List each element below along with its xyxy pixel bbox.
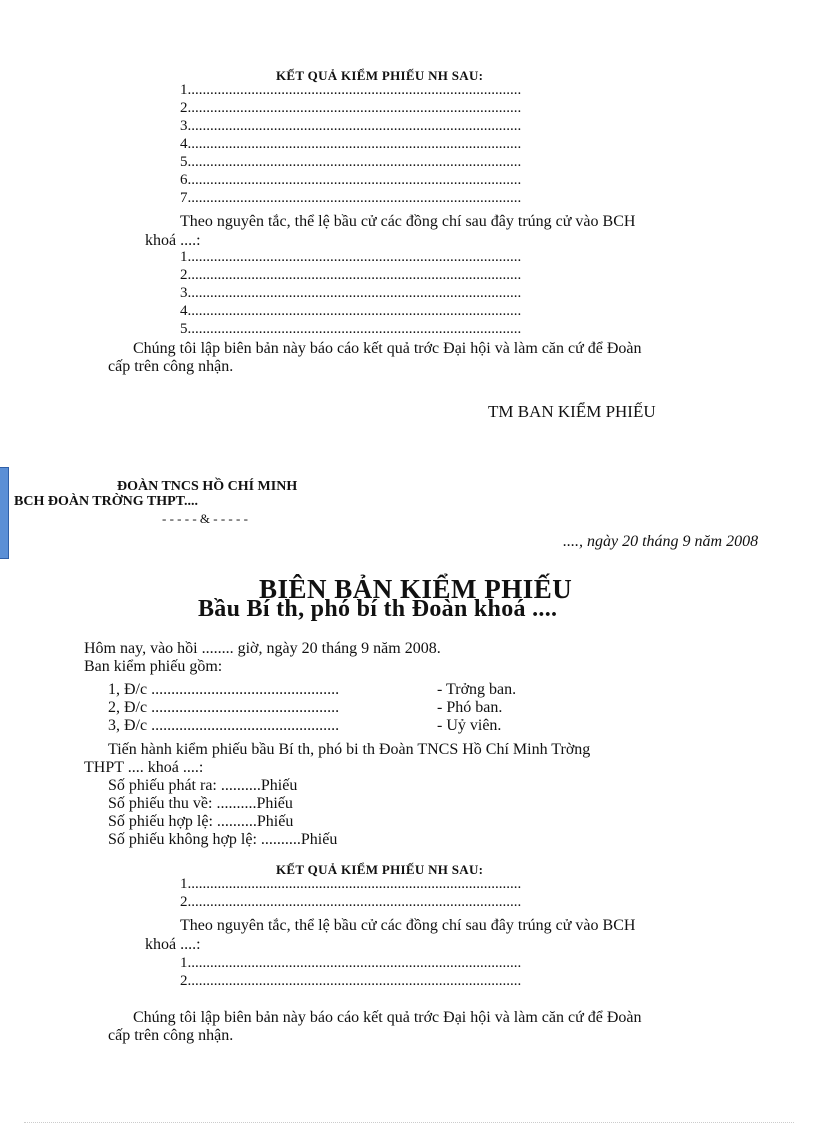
- bottom-closing-line1: Chúng tôi lập biên bản này báo cáo kết quả trớc Đại hội và làm căn cứ để Đoàn: [133, 1009, 642, 1026]
- member-name: 1, Đ/c ...............................................: [108, 681, 340, 698]
- page-subtitle: Bầu Bí th, phó bí th Đoàn khoá ....: [198, 596, 558, 622]
- bottom-closing-line2: cấp trên công nhận.: [108, 1027, 234, 1044]
- date-line: ...., ngày 20 tháng 9 năm 2008: [563, 533, 759, 550]
- list-item: 5.........................................................................................: [180, 321, 522, 337]
- member-role: - Phó ban.: [437, 699, 503, 716]
- committee-label: Ban kiểm phiếu gồm:: [84, 658, 223, 675]
- signature-label: TM BAN KIỂM PHIẾU: [488, 402, 656, 421]
- org-name: ĐOÀN TNCS HỒ CHÍ MINH: [117, 479, 298, 494]
- list-item: 3.........................................................................................: [180, 118, 522, 134]
- list-item: 6.........................................................................................: [180, 172, 522, 188]
- sidebar-marker: [0, 467, 9, 559]
- ballot-line: Số phiếu phát ra: ..........Phiếu: [108, 777, 298, 794]
- top-elected-list: [180, 249, 521, 339]
- unit-name: BCH ĐOÀN TRỜNG THPT....: [14, 494, 198, 509]
- top-closing-line2: cấp trên công nhận.: [108, 358, 234, 375]
- list-item: 2.........................................................................................: [180, 100, 522, 116]
- bottom-principle-line2: khoá ....:: [145, 936, 201, 953]
- list-item: 1.........................................................................................: [180, 955, 522, 971]
- list-item: 1.........................................................................................: [180, 876, 522, 892]
- list-item: 2.........................................................................................: [180, 973, 522, 989]
- bottom-results-heading: KẾT QUẢ KIỂM PHIẾU NH SAU:: [276, 862, 484, 877]
- list-item: 1.........................................................................................: [180, 82, 522, 98]
- bottom-principle-line1: Theo nguyên tắc, thể lệ bầu cử các đồng chí sau đây trúng cử vào BCH: [180, 917, 636, 934]
- list-item: 7.........................................................................................: [180, 190, 522, 206]
- member-name: 2, Đ/c ...............................................: [108, 699, 340, 716]
- ballot-line: Số phiếu không hợp lệ: ..........Phiếu: [108, 831, 338, 848]
- top-principle-line2: khoá ....:: [145, 232, 201, 249]
- top-results-heading: KẾT QUẢ KIỂM PHIẾU NH SAU:: [276, 68, 484, 83]
- list-item: 1.........................................................................................: [180, 249, 522, 265]
- member-role: - Uỷ viên.: [437, 717, 502, 734]
- top-principle-line1: Theo nguyên tắc, thể lệ bầu cử các đồng chí sau đây trúng cử vào BCH: [180, 213, 636, 230]
- page-title: BIÊN BẢN KIỂM PHIẾU: [259, 574, 573, 604]
- list-item: 4.........................................................................................: [180, 136, 522, 152]
- count-line2: THPT .... khoá ....:: [84, 759, 204, 776]
- bottom-results-list: [180, 876, 521, 912]
- ballot-line: Số phiếu hợp lệ: ..........Phiếu: [108, 813, 294, 830]
- list-item: 5.........................................................................................: [180, 154, 522, 170]
- member-role: - Trởng ban.: [437, 681, 517, 698]
- ballot-line: Số phiếu thu về: ..........Phiếu: [108, 795, 293, 812]
- top-results-list: [180, 82, 521, 208]
- bottom-elected-list: [180, 955, 521, 991]
- member-name: 3, Đ/c ...............................................: [108, 717, 340, 734]
- list-item: 2.........................................................................................: [180, 894, 522, 910]
- top-closing-line1: Chúng tôi lập biên bản này báo cáo kết quả trớc Đại hội và làm căn cứ để Đoàn: [133, 340, 642, 357]
- count-line1: Tiến hành kiểm phiếu bầu Bí th, phó bi th Đoàn TNCS Hồ Chí Minh Trờng: [108, 741, 591, 758]
- list-item: 4.........................................................................................: [180, 303, 522, 319]
- list-item: 2.........................................................................................: [180, 267, 522, 283]
- list-item: 3.........................................................................................: [180, 285, 522, 301]
- header-separator: - - - - - & - - - - -: [162, 511, 248, 526]
- intro-line: Hôm nay, vào hồi ........ giờ, ngày 20 tháng 9 năm 2008.: [84, 640, 441, 657]
